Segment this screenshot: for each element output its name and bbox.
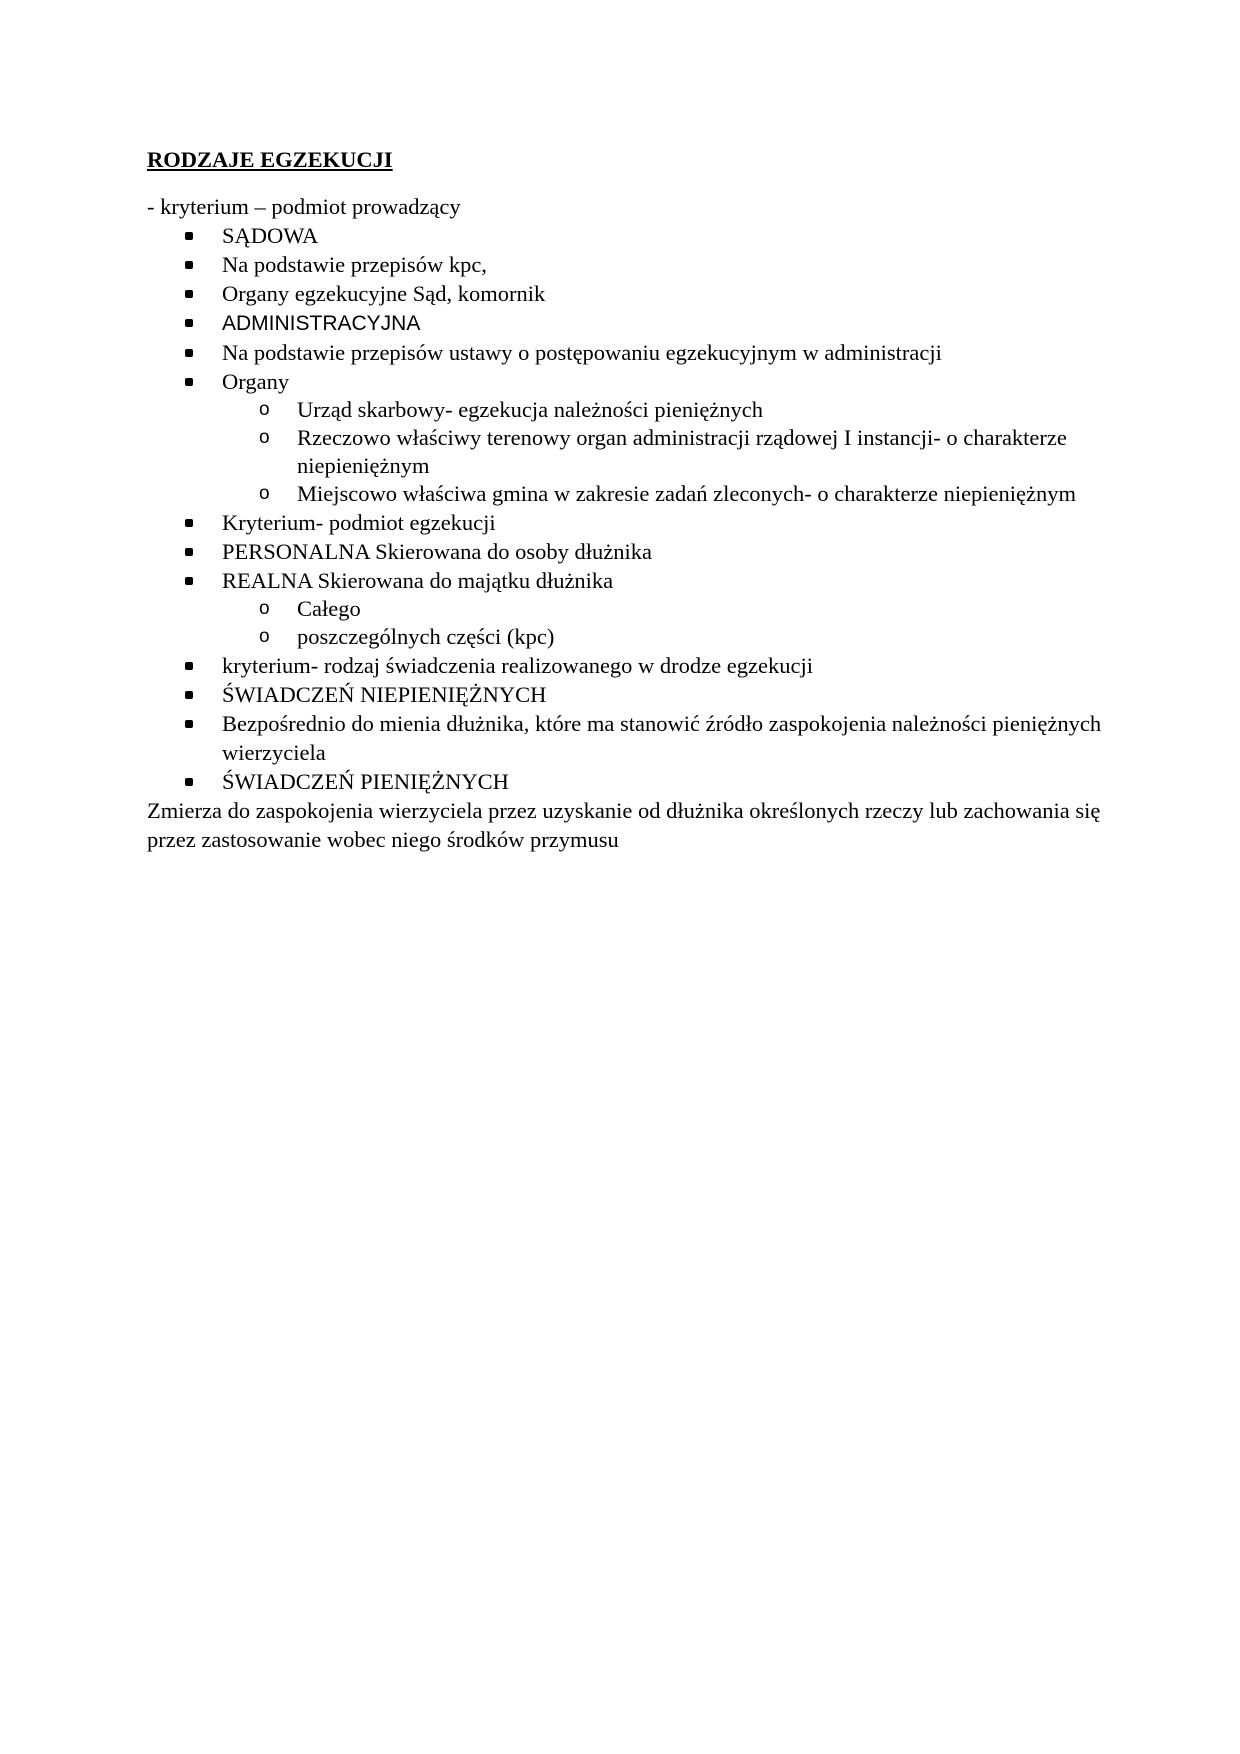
list-item	[222, 767, 1107, 796]
bullet-icon	[185, 577, 193, 585]
bullet-icon	[185, 349, 193, 357]
sub-list-item	[259, 623, 1107, 651]
document-title: RODZAJE EGZEKUCJI	[147, 147, 393, 172]
list-item	[222, 250, 1107, 279]
bullet-icon	[185, 548, 193, 556]
list-item	[222, 537, 1107, 566]
bullet-icon	[185, 519, 193, 527]
list-item-text: ŚWIADCZEŃ PIENIĘŻNYCH	[222, 769, 509, 794]
list-item-text: Organy egzekucyjne Sąd, komornik	[222, 281, 546, 306]
bullet-icon	[185, 261, 193, 269]
list-item	[222, 279, 1107, 308]
list-item-text: PERSONALNA Skierowana do osoby dłużnika	[222, 539, 652, 564]
list-item-text: SĄDOWA	[222, 223, 319, 248]
circle-bullet-icon: o	[259, 427, 270, 448]
list-item	[222, 566, 1107, 651]
circle-bullet-icon: o	[259, 626, 270, 647]
sub-list-item	[259, 424, 1107, 480]
bullet-icon	[185, 232, 193, 240]
list-item	[222, 338, 1107, 367]
sub-list-item-text: Urząd skarbowy- egzekucja należności pieniężnych	[297, 397, 764, 422]
list-item-text: Na podstawie przepisów ustawy o postępowaniu egzekucyjnym w administracji	[222, 340, 942, 365]
list-item-text: REALNA Skierowana do majątku dłużnika	[222, 568, 614, 593]
sub-list-item-text: Rzeczowo właściwy terenowy organ administracji rządowej I instancji- o charakterze niepieniężnym	[297, 425, 1067, 478]
circle-bullet-icon: o	[259, 399, 270, 420]
list-item	[222, 651, 1107, 680]
bullet-icon	[185, 720, 193, 728]
circle-bullet-icon: o	[259, 483, 270, 504]
list-item-text: Bezpośrednio do mienia dłużnika, które ma stanowić źródło zaspokojenia należności pieniężnych wierzyciela	[222, 711, 1102, 765]
sub-list-item	[259, 595, 1107, 623]
sub-list-item	[259, 480, 1107, 508]
list-item-text: ŚWIADCZEŃ NIEPIENIĘŻNYCH	[222, 682, 547, 707]
list-item-text: kryterium- rodzaj świadczenia realizowanego w drodze egzekucji	[222, 653, 813, 678]
list-item-text: ADMINISTRACYJNA	[222, 312, 421, 335]
bullet-icon	[185, 778, 193, 786]
list-item	[222, 308, 1107, 338]
bullet-list	[147, 221, 1107, 796]
list-item-text: Na podstawie przepisów kpc,	[222, 252, 487, 277]
closing-paragraph: Zmierza do zaspokojenia wierzyciela przez uzyskanie od dłużnika określonych rzeczy lub zachowania się przez zastosowanie wobec niego środków przymusu	[147, 798, 1101, 852]
circle-bullet-icon: o	[259, 598, 270, 619]
list-item-text: Kryterium- podmiot egzekucji	[222, 510, 496, 535]
bullet-icon	[185, 662, 193, 670]
sub-list-item-text: Całego	[297, 596, 361, 621]
list-item-text: Organy	[222, 369, 290, 394]
list-item	[222, 508, 1107, 537]
list-item	[222, 221, 1107, 250]
list-item	[222, 680, 1107, 709]
sub-list	[222, 396, 1107, 508]
sub-list-item-text: poszczególnych części (kpc)	[297, 624, 555, 649]
bullet-icon	[185, 378, 193, 386]
bullet-icon	[185, 691, 193, 699]
bullet-icon	[185, 290, 193, 298]
list-item	[222, 367, 1107, 508]
sub-list-item-text: Miejscowo właściwa gmina w zakresie zadań zleconych- o charakterze niepieniężnym	[297, 481, 1077, 506]
document-body	[147, 146, 1107, 854]
criterion-line: - kryterium – podmiot prowadzący	[147, 194, 461, 219]
bullet-icon	[185, 319, 193, 327]
list-item	[222, 709, 1107, 767]
sub-list-item	[259, 396, 1107, 424]
sub-list	[222, 595, 1107, 651]
